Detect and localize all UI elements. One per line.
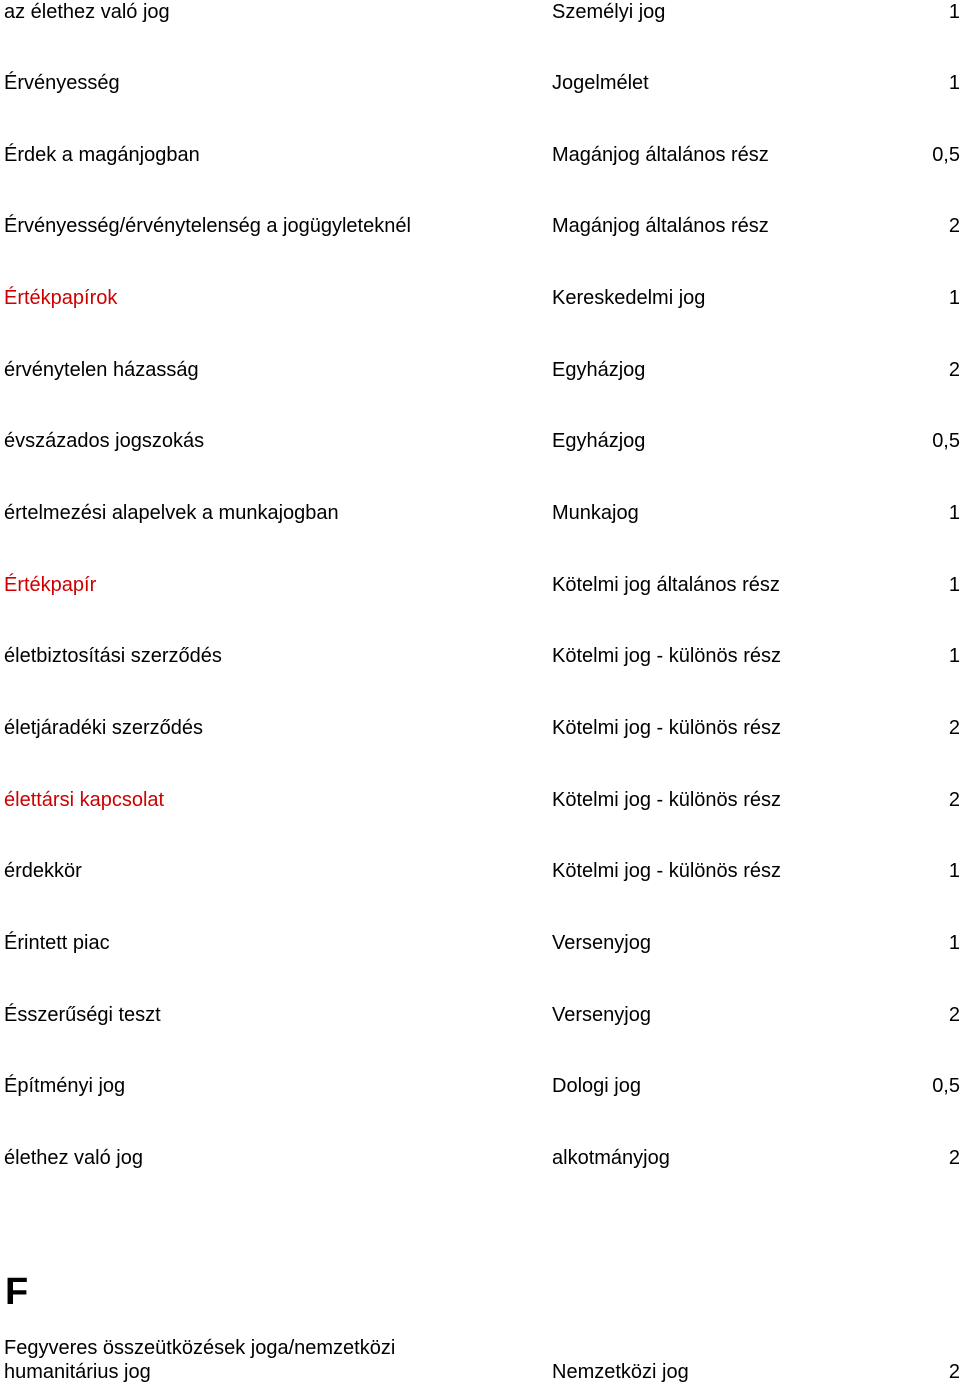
term: Érvényesség: [4, 72, 120, 94]
term: életbiztosítási szerződés: [4, 645, 222, 667]
subject: Magánjog általános rész: [552, 144, 769, 166]
subject: Versenyjog: [552, 932, 651, 954]
term: az élethez való jog: [4, 1, 170, 23]
table-row: [0, 644, 960, 674]
points: 2: [948, 789, 960, 811]
points: 1: [948, 932, 960, 954]
subject: Dologi jog: [552, 1075, 641, 1097]
subject: Jogelmélet: [552, 72, 649, 94]
section-heading-letter: F: [5, 1271, 29, 1313]
points: 1: [948, 574, 960, 596]
points: 0,5: [932, 1075, 960, 1097]
subject: Munkajog: [552, 502, 639, 524]
subject: Nemzetközi jog: [552, 1361, 689, 1383]
term: érvénytelen házasság: [4, 359, 199, 381]
subject: alkotmányjog: [552, 1147, 670, 1169]
points: 0,5: [932, 430, 960, 452]
points: 2: [948, 1147, 960, 1169]
subject: Kötelmi jog - különös rész: [552, 645, 781, 667]
term: életjáradéki szerződés: [4, 717, 203, 739]
table-row: [0, 931, 960, 961]
points: 2: [948, 1361, 960, 1383]
subject: Versenyjog: [552, 1004, 651, 1026]
term: Ésszerűségi teszt: [4, 1004, 161, 1026]
points: 1: [948, 502, 960, 524]
term: értelmezési alapelvek a munkajogban: [4, 502, 339, 524]
subject: Kötelmi jog - különös rész: [552, 717, 781, 739]
table-row: [0, 573, 960, 603]
table-row: [0, 358, 960, 388]
points: 0,5: [932, 144, 960, 166]
table-row: [0, 214, 960, 244]
subject: Egyházjog: [552, 359, 646, 381]
table-row: [0, 1336, 960, 1384]
points: 2: [948, 1004, 960, 1026]
term: évszázados jogszokás: [4, 430, 205, 452]
term: érdekkör: [4, 860, 82, 882]
points: 2: [948, 215, 960, 237]
subject: Egyházjog: [552, 430, 646, 452]
subject: Magánjog általános rész: [552, 215, 769, 237]
points: 2: [948, 359, 960, 381]
points: 1: [948, 72, 960, 94]
points: 1: [948, 860, 960, 882]
table-row: [0, 429, 960, 459]
table-row: [0, 0, 960, 30]
table-row: [0, 788, 960, 818]
term: Érvényesség/érvénytelenség a jogügyleteknél: [4, 215, 411, 237]
points: 1: [948, 645, 960, 667]
term: élethez való jog: [4, 1147, 143, 1169]
term: Építményi jog: [4, 1075, 126, 1097]
table-row: [0, 859, 960, 889]
table-row: [0, 71, 960, 101]
subject: Kötelmi jog - különös rész: [552, 860, 781, 882]
table-row: [0, 1003, 960, 1033]
term: Értékpapírok: [4, 287, 118, 309]
subject: Kötelmi jog - különös rész: [552, 789, 781, 811]
subject: Kötelmi jog általános rész: [552, 574, 780, 596]
points: 1: [948, 1, 960, 23]
points: 2: [948, 717, 960, 739]
table-row: [0, 286, 960, 316]
table-row: [0, 143, 960, 173]
term: Érdek a magánjogban: [4, 144, 200, 166]
table-row: [0, 1146, 960, 1176]
subject: Személyi jog: [552, 1, 666, 23]
term: élettársi kapcsolat: [4, 789, 165, 811]
table-row: [0, 716, 960, 746]
table-row: [0, 501, 960, 531]
term: Érintett piac: [4, 932, 110, 954]
term: Értékpapír: [4, 574, 97, 596]
subject: Kereskedelmi jog: [552, 287, 706, 309]
points: 1: [948, 287, 960, 309]
term: Fegyveres összeütközések joga/nemzetközi humanitárius jog: [4, 1337, 396, 1383]
table-row: [0, 1074, 960, 1104]
